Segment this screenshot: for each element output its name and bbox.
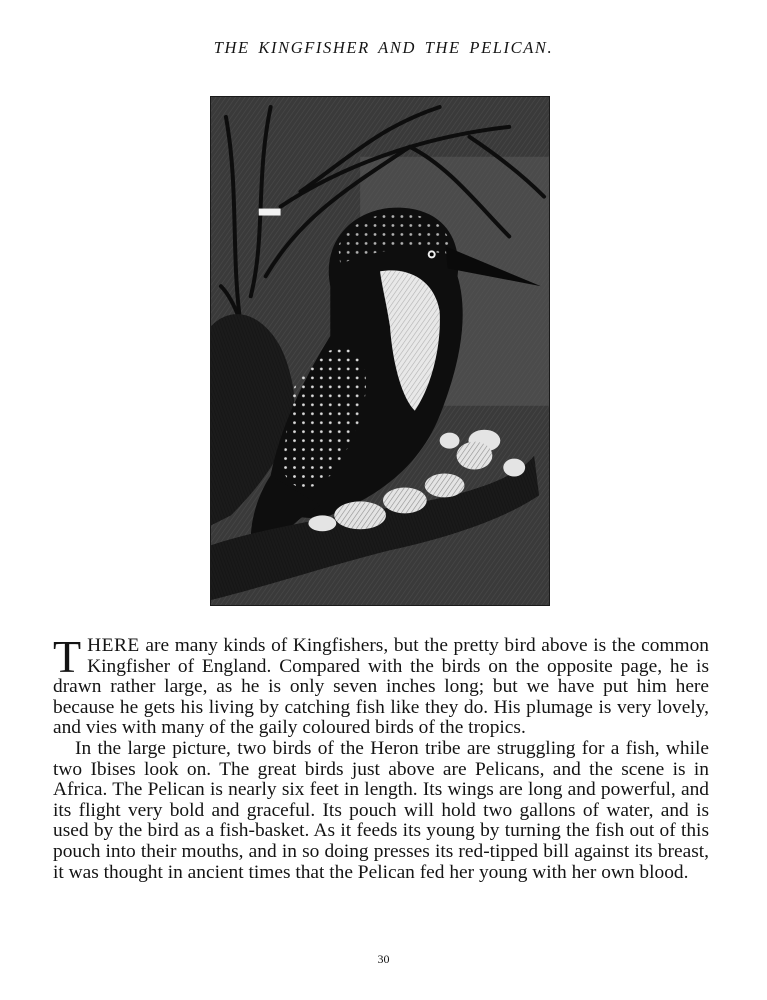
kingfisher-illustration <box>210 96 550 606</box>
article-body <box>53 631 709 883</box>
paragraph-kingfisher <box>53 631 709 739</box>
page-number: 30 <box>377 952 390 966</box>
running-title: THE KINGFISHER AND THE PELICAN. <box>213 38 554 57</box>
paragraph-kingfisher-text: are many kinds of Kingfishers, but the pretty bird above is the common Kingfisher of England. Compared with the birds on the opposite page, he is drawn rather large, as he is only seven inches long; but we have put him here because he gets his living by catching fish like they do. His plumage is very lovely, and vies with many of the gaily coloured birds of the tropics. <box>53 635 709 739</box>
paragraph-pelican: In the large picture, two birds of the Heron tribe are struggling for a fish, while two Ibises look on. The great birds just above are Pelicans, and the scene is in Africa. The Pelican is nearly six feet in length. Its wings are long and powerful, and its flight very bold and graceful. Its pouch will hold two gallons of water, and is used by the bird as a fish-basket. As it feeds its young by turning the fish out of this pouch into their mouths, and in so doing presses its red-tipped bill against its breast, it was thought in ancient times that the Pelican fed her young with her own blood. <box>53 737 709 883</box>
drop-cap: T <box>53 631 82 682</box>
small-caps-lead: HERE <box>87 635 140 656</box>
kingfisher-engraving-icon <box>211 97 549 605</box>
